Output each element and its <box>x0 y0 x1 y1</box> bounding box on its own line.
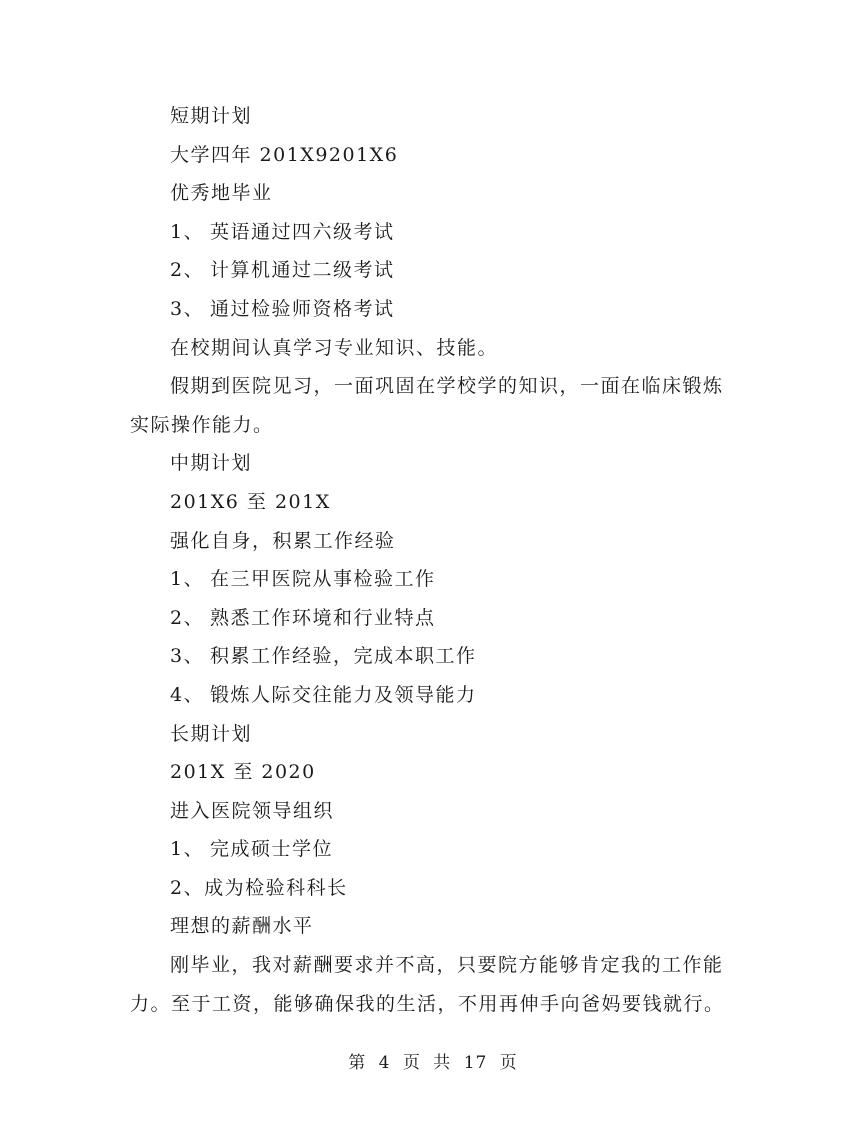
list-item-text: 完成硕士学位 <box>210 838 334 861</box>
text-line: 优秀地毕业 <box>170 182 273 205</box>
text-line: 进入医院领导组织 <box>170 799 335 822</box>
text-line: 201X6 至 201X <box>170 490 331 513</box>
list-number: 1、 <box>170 220 205 243</box>
list-item <box>130 599 730 638</box>
page-footer: 第 4 页 共 17 页 <box>348 1053 518 1073</box>
paragraph: 假期到医院见习，一面巩固在学校学的知识，一面在临床锻炼实际操作能力。 <box>130 375 724 436</box>
list-item-text: 英语通过四六级考试 <box>210 220 395 243</box>
list-item: 2、成为检验科科长 <box>170 876 348 899</box>
text-line: 在校期间认真学习专业知识、技能。 <box>170 336 499 359</box>
list-item <box>130 676 730 715</box>
list-item <box>130 290 730 329</box>
list-item <box>130 830 730 869</box>
list-number: 3、 <box>170 297 205 320</box>
document-body <box>130 97 730 1023</box>
list-item <box>130 560 730 599</box>
list-item-text: 通过检验师资格考试 <box>210 297 395 320</box>
list-item-text: 熟悉工作环境和行业特点 <box>210 606 436 629</box>
list-item <box>130 637 730 676</box>
paragraph: 刚毕业，我对薪酬要求并不高，只要院方能够肯定我的工作能力。至于工资，能够确保我的生活，不用再伸手向爸妈要钱就行。 <box>130 954 725 1015</box>
list-number: 1、 <box>170 568 205 591</box>
list-number: 1、 <box>170 838 205 861</box>
list-item-text: 锻炼人际交往能力及领导能力 <box>210 683 477 706</box>
heading-mid-term-plan: 中期计划 <box>170 452 253 475</box>
list-item <box>130 251 730 290</box>
text-line: 强化自身，积累工作经验 <box>170 529 396 552</box>
list-item-text: 计算机通过二级考试 <box>210 259 395 282</box>
list-item <box>130 213 730 252</box>
list-number: 2、 <box>170 259 205 282</box>
list-number: 2、 <box>170 606 205 629</box>
list-number: 3、 <box>170 645 205 668</box>
heading-long-term-plan: 长期计划 <box>170 722 253 745</box>
list-number: 4、 <box>170 683 205 706</box>
text-line: 大学四年 201X9201X6 <box>170 143 399 166</box>
list-item-text: 在三甲医院从事检验工作 <box>210 568 436 591</box>
text-line: 201X 至 2020 <box>170 761 316 784</box>
list-item-text: 积累工作经验，完成本职工作 <box>210 645 477 668</box>
heading-ideal-salary: 理想的薪酬水平 <box>170 915 314 938</box>
heading-short-term-plan: 短期计划 <box>170 105 253 127</box>
